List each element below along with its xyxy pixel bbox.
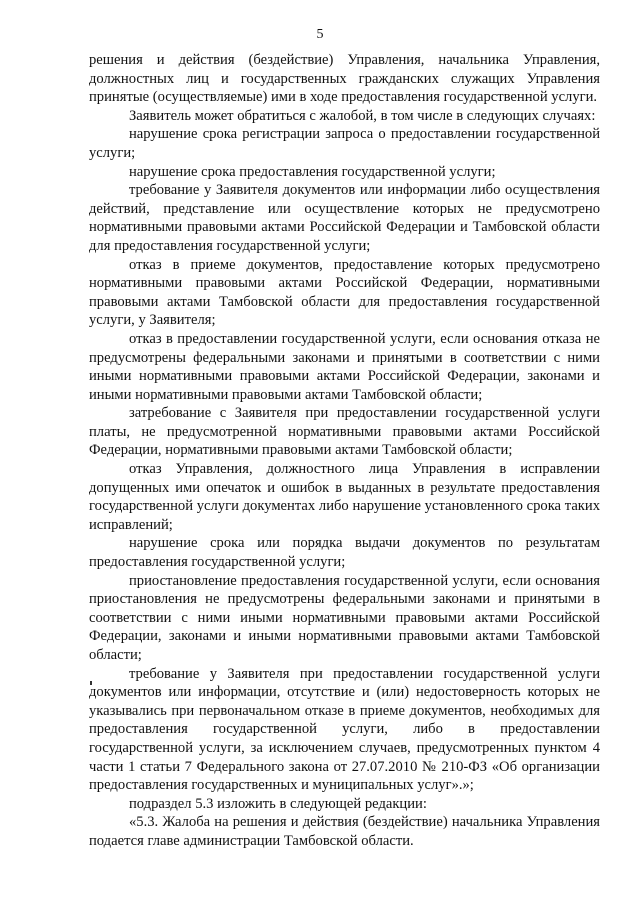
paragraph: нарушение срока или порядка выдачи документов по результатам предоставления государственной услуги; bbox=[89, 535, 600, 571]
paragraph: отказ Управления, должностного лица Управления в исправлении допущенных ими опечаток и ошибок в выданных в результате предоставления государственной услуги документах либо нарушение установленного срока таких исправлений; bbox=[89, 461, 600, 533]
paragraph: требование у Заявителя документов или информации либо осуществления действий, представление или осуществление которых не предусмотрено нормативными правовыми актами Российской Федерации и Тамбовской области для предоставления государственной услуги; bbox=[89, 182, 600, 254]
paragraph: решения и действия (бездействие) Управления, начальника Управления, должностных лиц и государственных гражданских служащих Управления принятые (осуществляемые) ими в ходе предоставления государственной услуги. bbox=[89, 52, 600, 106]
page-number: 5 bbox=[316, 27, 324, 42]
paragraph: требование у Заявителя при предоставлении государственной услуги документов или информации, отсутствие и (или) недостоверность которых не указывались при первоначальном отказе в приеме документов, необходимых для предоставления государственной услуги, либо в предоставлении государственной услуги, за исключением случаев, предусмотренных пунктом 4 части 1 статьи 7 Федерального закона от 27.07.2010 № 210-ФЗ «Об организации предоставления государственных и муниципальных услуг».»; bbox=[89, 665, 600, 794]
paragraph: Заявитель может обратиться с жалобой, в том числе в следующих случаях: bbox=[129, 107, 596, 124]
paragraph: подраздел 5.3 изложить в следующей редакции: bbox=[129, 795, 427, 812]
paragraph: нарушение срока регистрации запроса о предоставлении государственной услуги; bbox=[89, 126, 600, 161]
paragraph: приостановление предоставления государственной услуги, если основания приостановления не предусмотрены федеральными законами и принятыми в соответствии с ними иными нормативными правовыми актами Российской Федерации, законами и иными нормативными правовыми актами Тамбовской области; bbox=[89, 572, 600, 663]
paragraph: отказ в приеме документов, предоставление которых предусмотрено нормативными правовыми актами Российской Федерации, нормативными правовыми актами Тамбовской области для предоставления государственной услуги, у Заявителя; bbox=[89, 256, 600, 329]
paragraph: «5.3. Жалоба на решения и действия (бездействие) начальника Управления подается главе администрации Тамбовской области. bbox=[89, 814, 600, 849]
paragraph: затребование с Заявителя при предоставлении государственной услуги платы, не предусмотренной нормативными правовыми актами Российской Федерации, нормативными правовыми актами Тамбовской области; bbox=[89, 405, 600, 459]
document-body bbox=[89, 51, 600, 851]
paragraph: отказ в предоставлении государственной услуги, если основания отказа не предусмотрены федеральными законами и принятыми в соответствии с ними иными нормативными правовыми актами Российской Федерации, законами и иными нормативными правовыми актами Тамбовской области; bbox=[89, 330, 600, 403]
paragraph: нарушение срока предоставления государственной услуги; bbox=[129, 163, 496, 180]
